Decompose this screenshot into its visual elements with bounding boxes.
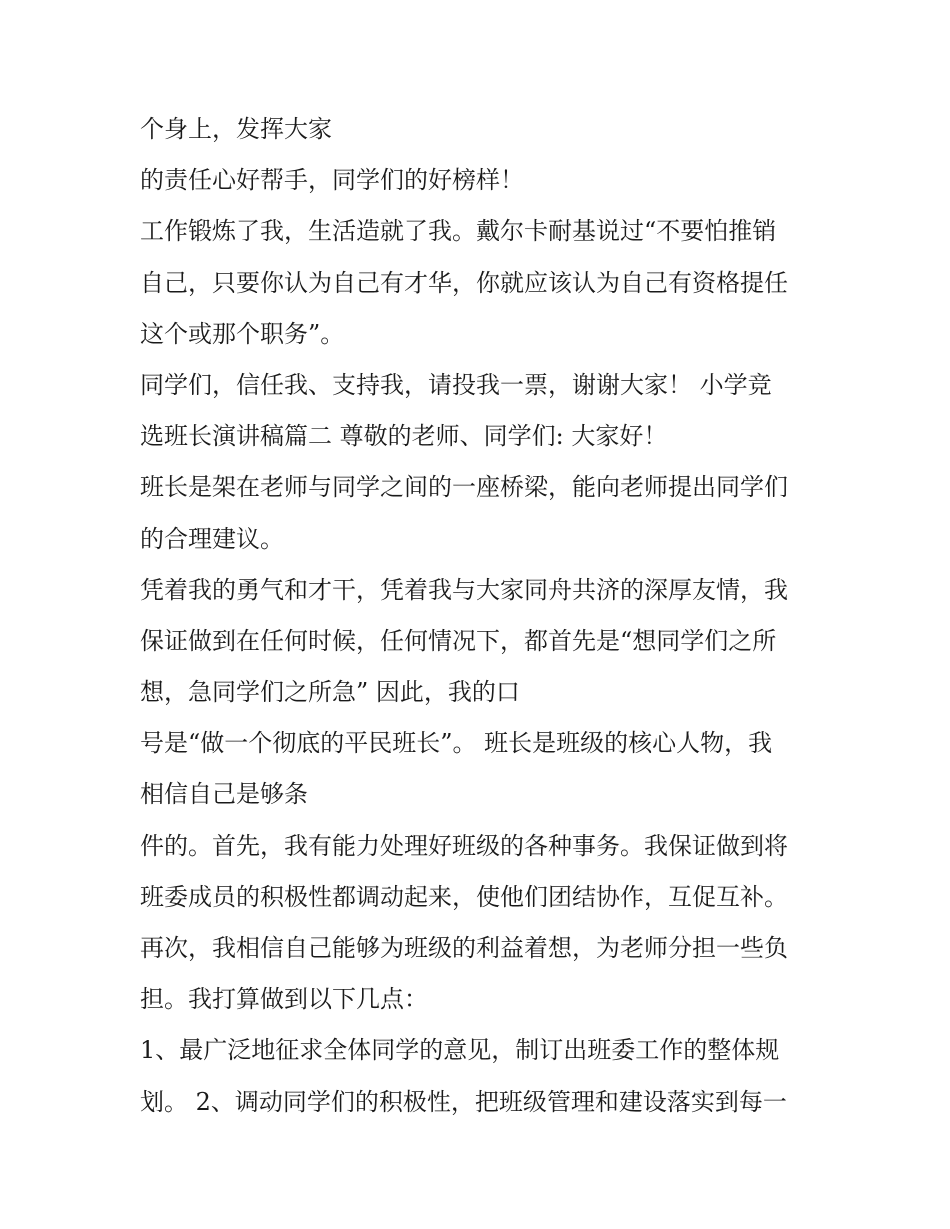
text-line: 想，急同学们之所急” 因此，我的口 (140, 678, 520, 707)
text-line: 件的。首先，我有能力处理好班级的各种事务。我保证做到将 (140, 831, 788, 860)
text-line: 相信自己是够条 (140, 780, 308, 809)
text-line: 再次，我相信自己能够为班级的利益着想，为老师分担一些负 (140, 934, 788, 962)
text-line: 的责任心好帮手，同学们的好榜样！ (140, 166, 524, 195)
text-line: 自己，只要你认为自己有才华，你就应该认为自己有资格提任 (140, 268, 788, 297)
text-line: 班长是架在老师与同学之间的一座桥梁，能向老师提出同学们 (140, 473, 788, 502)
text-line: 1、最广泛地征求全体同学的意见，制订出班委工作的整体规 (140, 1036, 780, 1065)
document-body (140, 104, 830, 1128)
text-line: 号是“做一个彻底的平民班长”。 班长是班级的核心人物，我 (140, 729, 773, 758)
text-line: 班委成员的积极性都调动起来，使他们团结协作，互促互补。 (140, 882, 788, 911)
text-line: 保证做到在任何时候，任何情况下，都首先是“想同学们之所 (140, 626, 777, 655)
text-line: 个身上，发挥大家 (140, 115, 332, 143)
text-line: 选班长演讲稿篇二 尊敬的老师、同学们: 大家好！ (140, 422, 668, 451)
text-line: 凭着我的勇气和才干，凭着我与大家同舟共济的深厚友情，我 (140, 575, 788, 604)
text-line: 划。 2、调动同学们的积极性，把班级管理和建设落实到每一 (140, 1087, 787, 1116)
text-line: 工作锻炼了我，生活造就了我。戴尔卡耐基说过“不要怕推销 (140, 217, 777, 246)
text-line: 这个或那个职务”。 (140, 319, 345, 348)
text-line: 担。我打算做到以下几点： (140, 985, 428, 1014)
text-line: 同学们，信任我、支持我，请投我一票，谢谢大家！ 小学竞 (140, 370, 772, 399)
text-line: 的合理建议。 (140, 524, 284, 553)
